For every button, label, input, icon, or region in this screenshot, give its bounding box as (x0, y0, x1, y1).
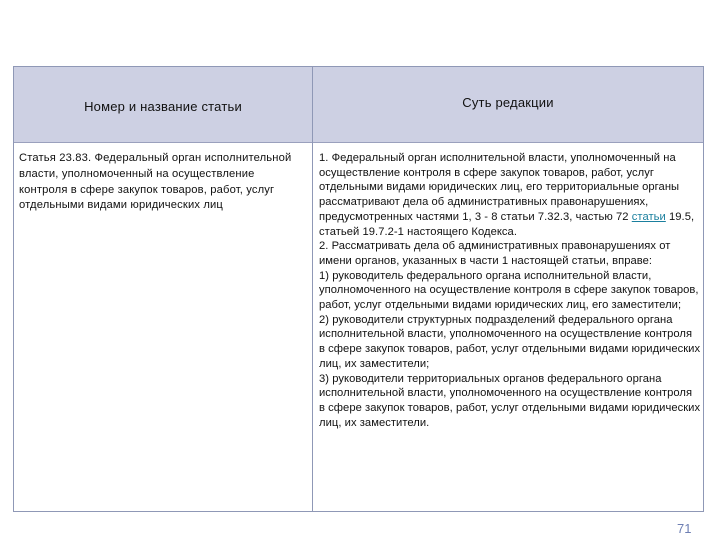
article-link[interactable]: статьи (631, 210, 666, 223)
paragraph-5: 3) руководители территориальных органов федерального органа исполнительной власти, уполномоченного на осуществление контроля в сфере закупок товаров, работ, услуг отдельными видами юридических лиц, их заместители. (319, 372, 701, 429)
paragraph-1-tail: 19.5, статьей 19.7.2-1 настоящего Кодекса. (319, 210, 695, 238)
header-article-title: Номер и название статьи (84, 99, 242, 114)
paragraph-1-text: 1. Федеральный орган исполнительной власти, уполномоченный на осуществление контроля в сфере закупок товаров, работ, услуг отдельными видами юридических лиц, его территориальные органы рассматривают дела об административных правонарушениях, предусмотренных частями 1, 3 - 8 статьи 7.32.3, частью 72 (319, 152, 680, 223)
header-edition-summary: Суть редакции (462, 95, 554, 110)
page-number: 71 (677, 521, 692, 536)
paragraph-3: 1) руководитель федерального органа исполнительной власти, уполномоченного на осуществление контроля в сфере закупок товаров, работ, услуг отдельными видами юридических лиц, его заместители; (319, 269, 699, 312)
edition-content-cell (319, 151, 701, 430)
paragraph-1 (319, 151, 701, 239)
article-name-cell: Статья 23.83. Федеральный орган исполнительной власти, уполномоченный на осуществление контроля в сфере закупок товаров, работ, услуг отдельными видами юридических лиц (19, 152, 292, 212)
paragraph-2: 2. Рассматривать дела об административных правонарушениях от имени органов, указанных в части 1 настоящей статьи, вправе: (319, 240, 671, 267)
paragraph-4: 2) руководители структурных подразделений федерального органа исполнительной власти, уполномоченного на осуществление контроля в сфере закупок товаров, работ, услуг отдельными видами юридических лиц, их заместители; (319, 313, 701, 370)
comparison-table (13, 66, 704, 512)
